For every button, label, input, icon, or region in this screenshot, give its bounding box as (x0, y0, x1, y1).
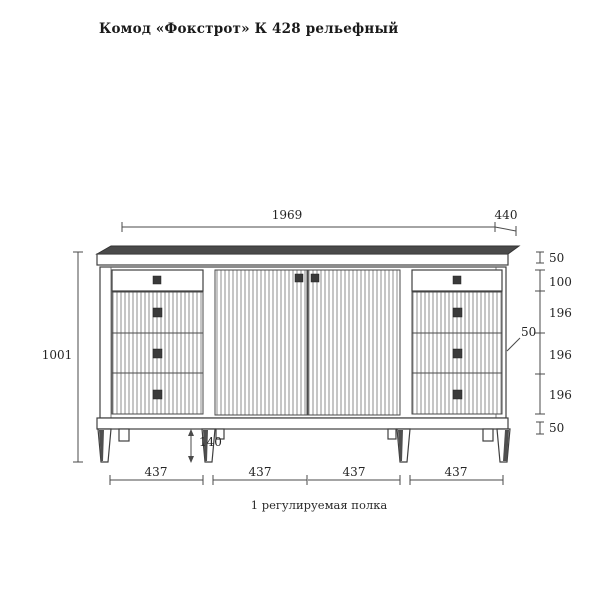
dim-section-1-label: 437 (144, 465, 168, 479)
commode (97, 246, 519, 462)
dim-side-panel-label: 50 (521, 325, 537, 339)
dim-drawer-3-label: 196 (549, 388, 572, 402)
dim-section-3-label: 437 (342, 465, 366, 479)
dim-plinth-label: 50 (549, 421, 565, 435)
dim-sections (110, 465, 503, 485)
dim-width (122, 208, 495, 232)
drawer-knob (153, 276, 161, 284)
plinth-rail (97, 418, 508, 429)
drawer-knob (153, 308, 162, 317)
dim-drawer-1-label: 196 (549, 306, 572, 320)
drawing-note: 1 регулируемая полка (250, 498, 388, 512)
dim-section-2-label: 437 (248, 465, 272, 479)
dim-side-panel (507, 325, 536, 351)
dim-section-4-label: 437 (444, 465, 468, 479)
dim-width-label: 1969 (271, 208, 303, 222)
door-left (215, 270, 307, 415)
door-right (308, 270, 400, 415)
dim-right-chain (535, 251, 572, 435)
door-knob (311, 274, 319, 282)
dim-top-drawer-label: 100 (549, 275, 572, 289)
page-title: Комод «Фокстрот» К 428 рельефный (99, 21, 399, 37)
left-drawer-column (112, 270, 203, 414)
drawer-knob (453, 390, 462, 399)
drawer-knob (153, 349, 162, 358)
rear-leg (483, 429, 493, 441)
right-drawer-column (412, 270, 502, 414)
dim-height (42, 252, 83, 462)
dim-height-label: 1001 (41, 348, 73, 362)
dim-top-thickness-label: 50 (549, 251, 565, 265)
drawer-knob (453, 349, 462, 358)
dim-leg-height-label: 140 (199, 435, 222, 449)
drawer-knob (453, 276, 461, 284)
rear-leg (388, 429, 396, 439)
top-surface (97, 246, 519, 254)
dim-depth (495, 208, 518, 236)
dim-depth-label: 440 (494, 208, 518, 222)
dim-drawer-2-label: 196 (549, 348, 572, 362)
rear-leg (119, 429, 129, 441)
center-doors (215, 270, 400, 415)
drawer-knob (153, 390, 162, 399)
drawer-knob (453, 308, 462, 317)
top-fascia (97, 254, 508, 265)
door-knob (295, 274, 303, 282)
front-legs (98, 429, 510, 462)
